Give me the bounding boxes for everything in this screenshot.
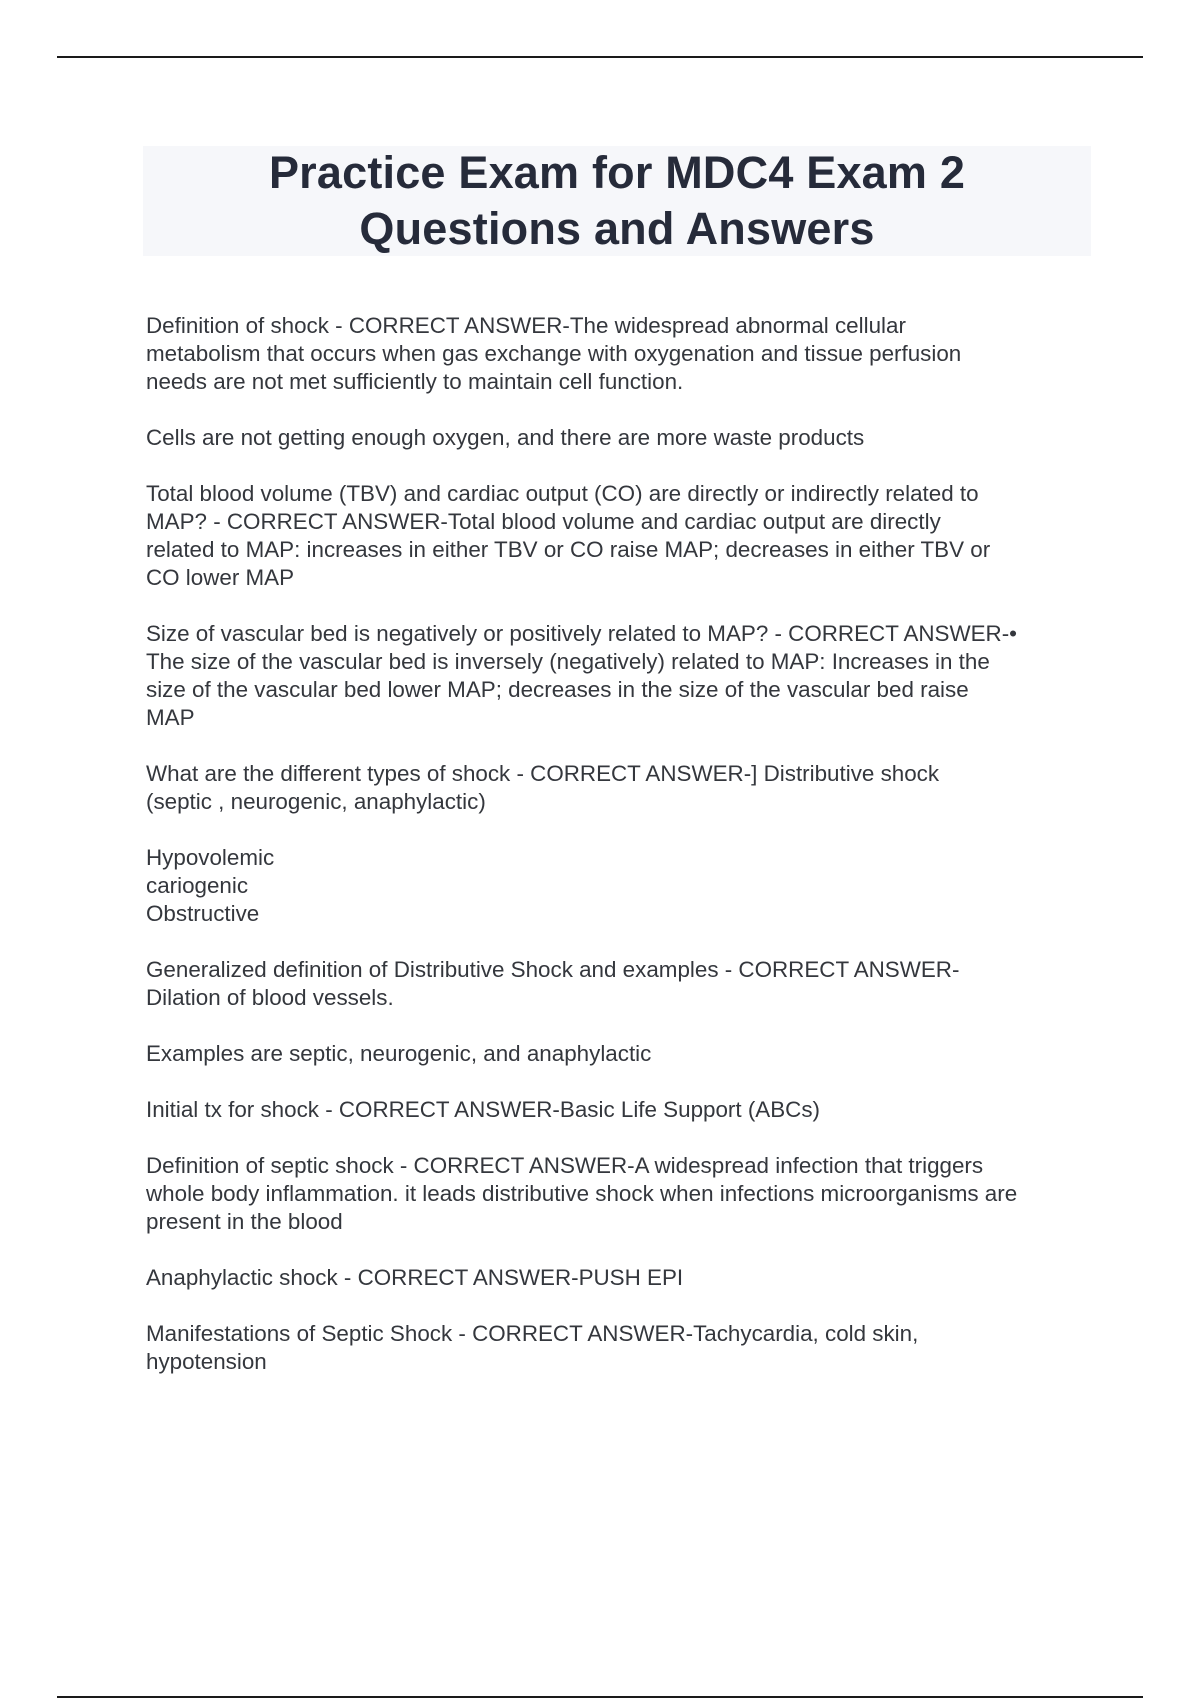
text-line: present in the blood [146,1209,343,1234]
text-line: cariogenic [146,873,249,898]
text-line: Examples are septic, neurogenic, and anaphylactic [146,1041,652,1066]
text-line: Definition of septic shock - CORRECT ANSWER-A widespread infection that triggers [146,1153,984,1178]
title-banner [143,146,1091,256]
text-line: whole body inflammation. it leads distributive shock when infections microorganisms are [146,1181,1018,1206]
qa-content [146,312,1096,1404]
document-title [269,145,965,257]
qa-paragraph [146,480,1096,592]
top-rule [57,56,1143,58]
text-line: Cells are not getting enough oxygen, and there are more waste products [146,425,865,450]
text-line: MAP? - CORRECT ANSWER-Total blood volume and cardiac output are directly [146,509,941,534]
text-line: needs are not met sufficiently to maintain cell function. [146,369,684,394]
qa-paragraph [146,1152,1096,1236]
text-line: Hypovolemic [146,845,275,870]
text-line: What are the different types of shock - CORRECT ANSWER-] Distributive shock [146,761,940,786]
text-line: Manifestations of Septic Shock - CORRECT ANSWER-Tachycardia, cold skin, [146,1321,919,1346]
text-line: Initial tx for shock - CORRECT ANSWER-Basic Life Support (ABCs) [146,1097,820,1122]
text-line: Total blood volume (TBV) and cardiac output (CO) are directly or indirectly related to [146,481,979,506]
text-line: Anaphylactic shock - CORRECT ANSWER-PUSH EPI [146,1265,684,1290]
text-line: Dilation of blood vessels. [146,985,394,1010]
text-line: CO lower MAP [146,565,295,590]
qa-paragraph [146,1264,1096,1292]
qa-paragraph [146,956,1096,1012]
qa-paragraph [146,312,1096,396]
bottom-rule [57,1696,1143,1698]
title-line-1: Practice Exam for MDC4 Exam 2 [268,147,966,198]
text-line: Generalized definition of Distributive Shock and examples - CORRECT ANSWER- [146,957,960,982]
text-line: Obstructive [146,901,260,926]
text-line: MAP [146,705,195,730]
text-line: size of the vascular bed lower MAP; decreases in the size of the vascular bed raise [146,677,969,702]
text-line: related to MAP: increases in either TBV or CO raise MAP; decreases in either TBV or [146,537,991,562]
qa-paragraph [146,1040,1096,1068]
qa-paragraph [146,844,1096,928]
qa-paragraph [146,424,1096,452]
text-line: Size of vascular bed is negatively or positively related to MAP? - CORRECT ANSWER-• [146,621,1018,646]
text-line: The size of the vascular bed is inversely (negatively) related to MAP: Increases in the [146,649,990,674]
qa-paragraph [146,1096,1096,1124]
text-line: hypotension [146,1349,267,1374]
text-line: (septic , neurogenic, anaphylactic) [146,789,486,814]
qa-paragraph [146,1320,1096,1376]
qa-paragraph [146,760,1096,816]
qa-paragraph [146,620,1096,732]
text-line: metabolism that occurs when gas exchange with oxygenation and tissue perfusion [146,341,962,366]
title-line-2: Questions and Answers [359,203,875,254]
text-line: Definition of shock - CORRECT ANSWER-The widespread abnormal cellular [146,313,906,338]
